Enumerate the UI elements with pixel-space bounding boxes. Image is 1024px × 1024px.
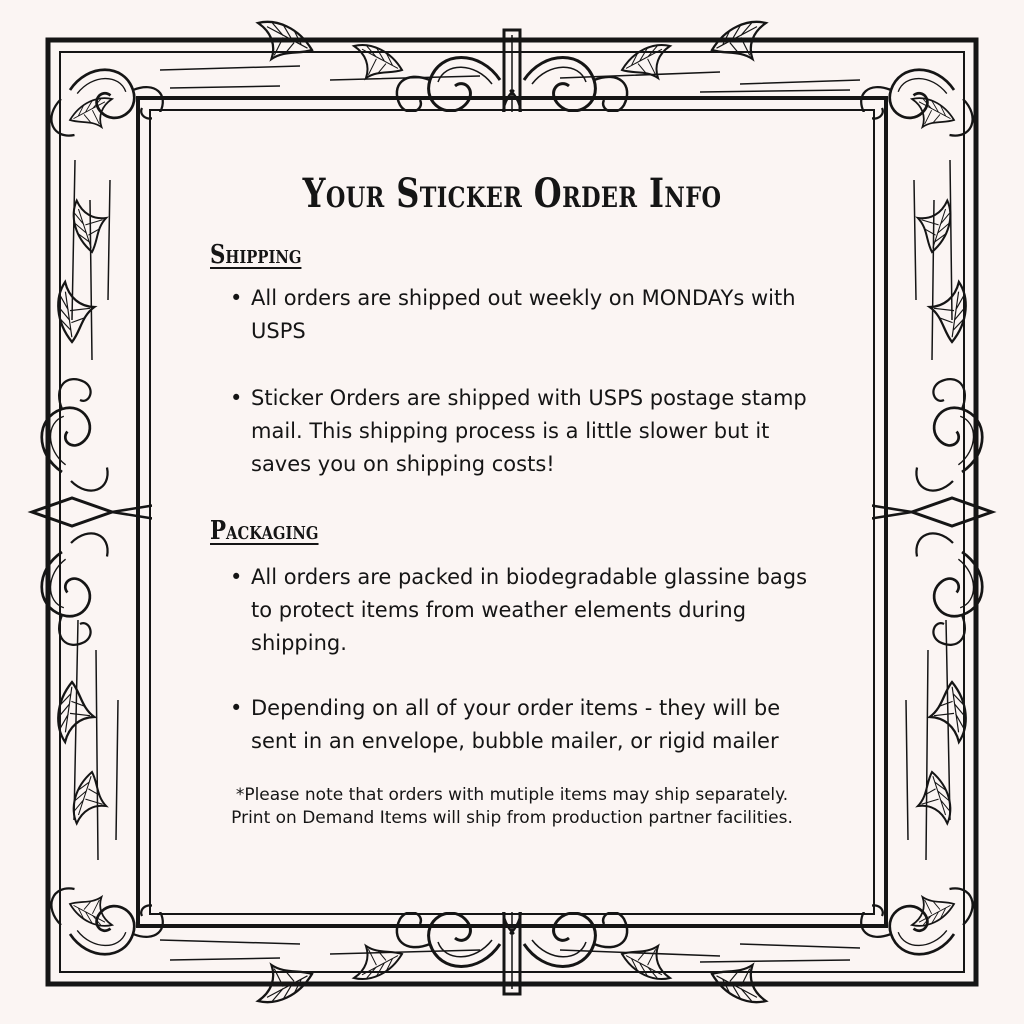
list-item-text: All orders are packed in biodegradable glassine bags to protect items from weather elements during shipping. [251,565,808,655]
bullet-icon: • [230,696,243,720]
shipping-heading: Shipping [210,240,302,270]
list-item-text: All orders are shipped out weekly on MONDAYs with USPS [251,286,796,343]
list-item [230,382,820,481]
list-item-text: Depending on all of your order items - they will be sent in an envelope, bubble mailer, or rigid mailer [251,696,781,753]
list-item-text: Sticker Orders are shipped with USPS postage stamp mail. This shipping process is a little slower but it saves you on shipping costs! [251,386,807,476]
list-item [230,692,820,758]
page-title: Your Sticker Order Info [302,170,722,217]
packaging-heading: Packaging [210,516,319,546]
bullet-icon: • [230,286,243,310]
footnote: *Please note that orders with mutiple items may ship separately. Print on Demand Items will ship from production partner facilities. [231,785,793,828]
bullet-icon: • [230,565,243,589]
list-item [230,561,820,660]
list-item [230,282,820,348]
bullet-icon: • [230,386,243,410]
